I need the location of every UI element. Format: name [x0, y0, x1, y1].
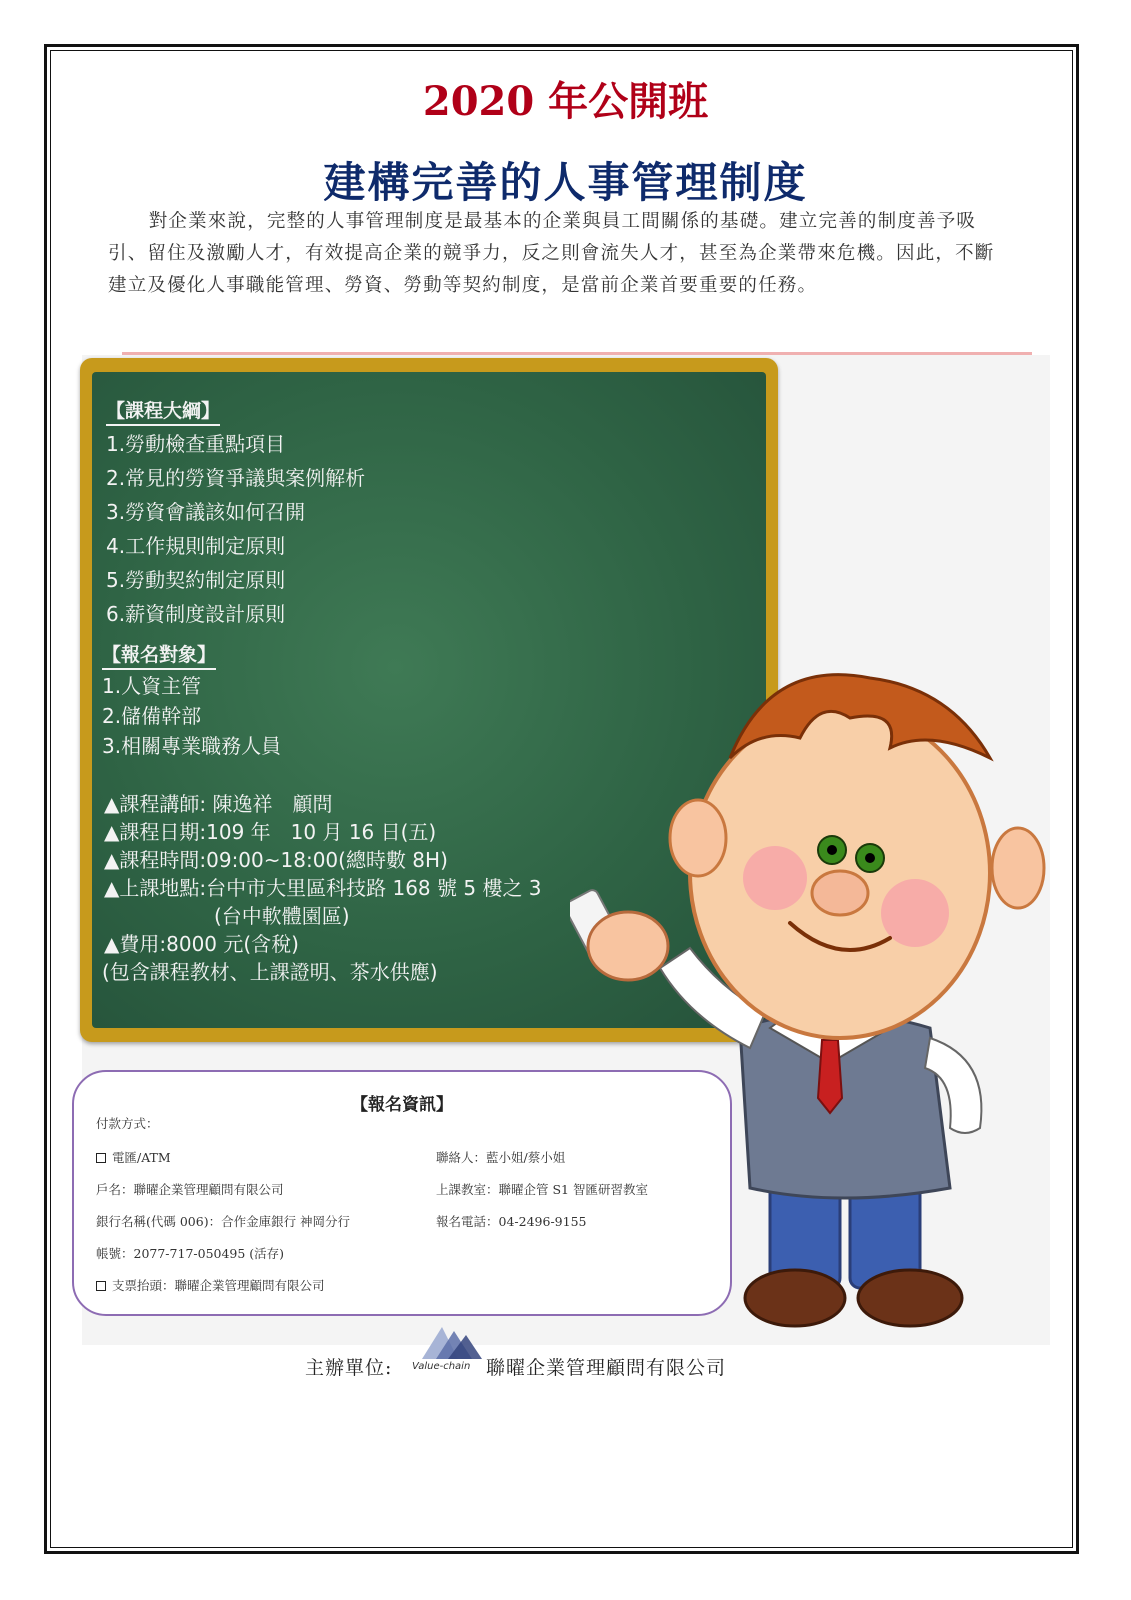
course-location-note: (台中軟體園區) [214, 904, 350, 928]
checkbox-icon [96, 1281, 106, 1291]
cheque-option [96, 1276, 325, 1294]
bank-name: 銀行名稱(代碼 006)：合作金庫銀行 神岡分行 [96, 1214, 351, 1229]
course-fee: ▲費用:8000 元(含稅) [104, 932, 299, 956]
outline-item-3: 3.勞資會議該如何召開 [106, 500, 306, 524]
outline-item-6: 6.薪資制度設計原則 [106, 602, 286, 626]
transfer-label: 電匯/ATM [112, 1150, 171, 1165]
divider-line [122, 352, 1032, 355]
fee-includes: (包含課程教材、上課證明、茶水供應) [102, 960, 438, 984]
contact-person: 聯絡人：藍小姐/蔡小姐 [436, 1150, 566, 1165]
cheque-label: 支票抬頭：聯曜企業管理顧問有限公司 [112, 1278, 325, 1293]
registration-info-box [72, 1070, 732, 1316]
intro-paragraph: 對企業來說，完整的人事管理制度是最基本的企業與員工間關係的基礎。建立完善的制度善予吸引、留住及激勵人才，有效提高企業的競爭力，反之則會流失人才，甚至為企業帶來危機。因此，不斷建立及優化人事職能管理、勞資、勞動等契約制度，是當前企業首要重要的任務。 [108, 211, 995, 296]
instructor: ▲課程講師: 陳逸祥 顧問 [104, 792, 333, 816]
course-time: ▲課程時間:09:00~18:00(總時數 8H) [104, 848, 448, 872]
audience-item-1: 1.人資主管 [102, 674, 202, 698]
year-title: 2020 年公開班 [422, 78, 709, 125]
outline-item-5: 5.勞動契約制定原則 [106, 568, 286, 592]
course-location: ▲上課地點:台中市大里區科技路 168 號 5 樓之 3 [104, 876, 542, 900]
audience-item-3: 3.相關專業職務人員 [102, 734, 282, 758]
organizer-footer [0, 1353, 1131, 1393]
classroom: 上課教室：聯曜企管 S1 智匯研習教室 [436, 1182, 648, 1197]
outline-item-1: 1.勞動檢查重點項目 [106, 432, 286, 456]
account-name: 戶名：聯曜企業管理顧問有限公司 [96, 1182, 284, 1197]
course-date: ▲課程日期:109 年 10 月 16 日(五) [104, 820, 437, 844]
outline-heading: 【課程大綱】 [106, 396, 220, 426]
main-title: 建構完善的人事管理制度 [323, 158, 808, 207]
audience-heading: 【報名對象】 [102, 640, 216, 670]
organizer-name: 聯曜企業管理顧問有限公司 [486, 1357, 727, 1379]
logo-text: Value-chain [412, 1361, 471, 1372]
registration-title: 【報名資訊】 [351, 1095, 453, 1115]
payment-label: 付款方式： [96, 1116, 159, 1131]
audience-item-2: 2.儲備幹部 [102, 704, 202, 728]
outline-item-4: 4.工作規則制定原則 [106, 534, 286, 558]
organizer-label: 主辦單位: [305, 1357, 393, 1379]
phone: 報名電話：04-2496-9155 [436, 1214, 587, 1229]
outline-item-2: 2.常見的勞資爭議與案例解析 [106, 466, 366, 490]
checkbox-icon [96, 1153, 106, 1163]
account-number: 帳號：2077-717-050495 (活存) [96, 1246, 285, 1261]
transfer-option [96, 1148, 171, 1166]
